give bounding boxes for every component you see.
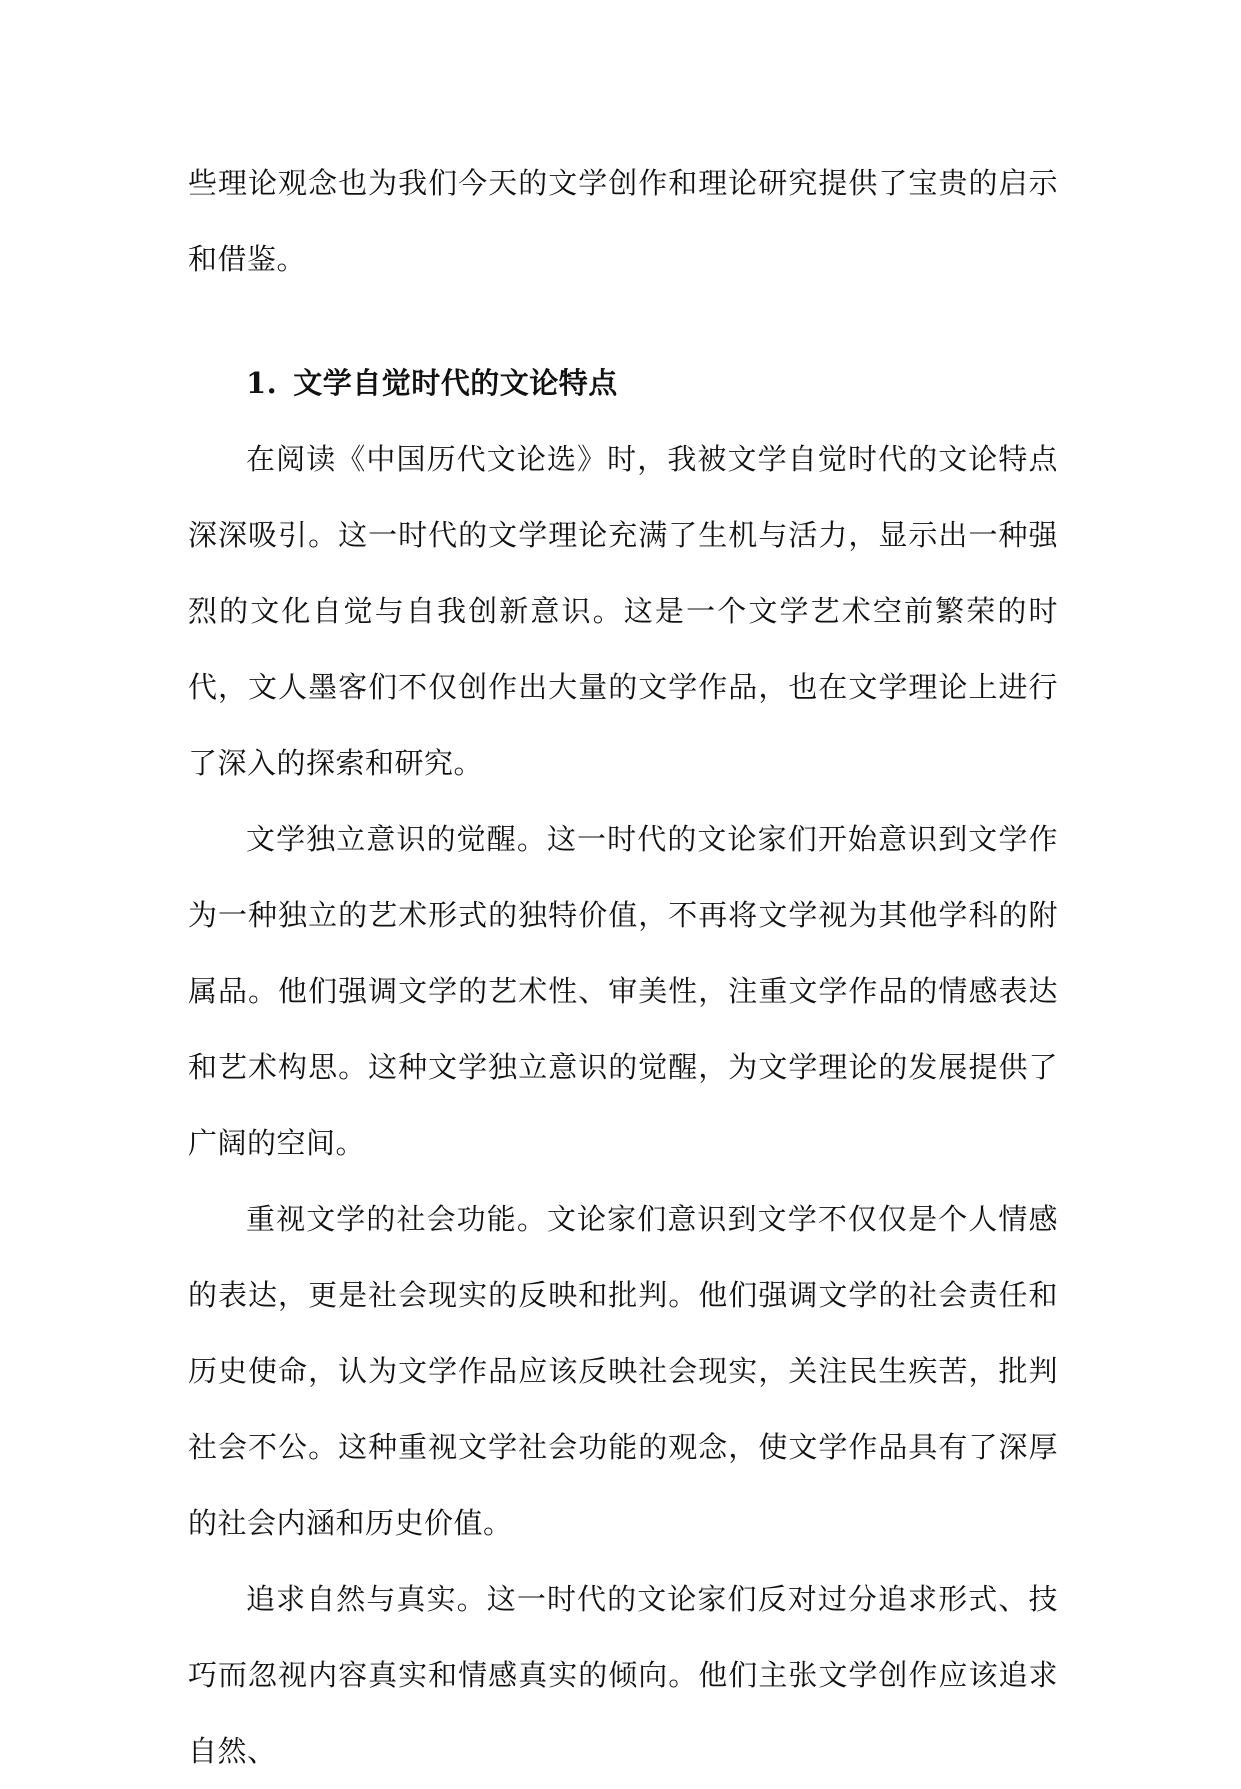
section-title: 文学自觉时代的文论特点 [293, 366, 618, 400]
body-paragraph: 文学独立意识的觉醒。这一时代的文论家们开始意识到文学作为一种独立的艺术形式的独特价值，不再将文学视为其他学科的附属品。他们强调文学的艺术性、审美性，注重文学作品的情感表达和艺术构思。这种文学独立意识的觉醒，为文学理论的发展提供了广阔的空间。 [188, 822, 1058, 1160]
body-paragraph: 在阅读《中国历代文论选》时，我被文学自觉时代的文论特点深深吸引。这一时代的文学理论充满了生机与活力，显示出一种强烈的文化自觉与自我创新意识。这是一个文学艺术空前繁荣的时代，文人墨客们不仅创作出大量的文学作品，也在文学理论上进行了深入的探索和研究。 [188, 442, 1058, 780]
section-heading [188, 345, 1058, 421]
body-paragraph: 重视文学的社会功能。文论家们意识到文学不仅仅是个人情感的表达，更是社会现实的反映和批判。他们强调文学的社会责任和历史使命，认为文学作品应该反映社会现实，关注民生疾苦，批判社会不公。这种重视文学社会功能的观念，使文学作品具有了深厚的社会内涵和历史价值。 [188, 1202, 1058, 1540]
continuation-paragraph: 些理论观念也为我们今天的文学创作和理论研究提供了宝贵的启示和借鉴。 [188, 166, 1058, 276]
body-paragraph: 追求自然与真实。这一时代的文论家们反对过分追求形式、技巧而忽视内容真实和情感真实的倾向。他们主张文学创作应该追求自然、 [188, 1582, 1058, 1768]
section-number: 1. [246, 366, 278, 400]
document-body [188, 145, 1058, 1789]
